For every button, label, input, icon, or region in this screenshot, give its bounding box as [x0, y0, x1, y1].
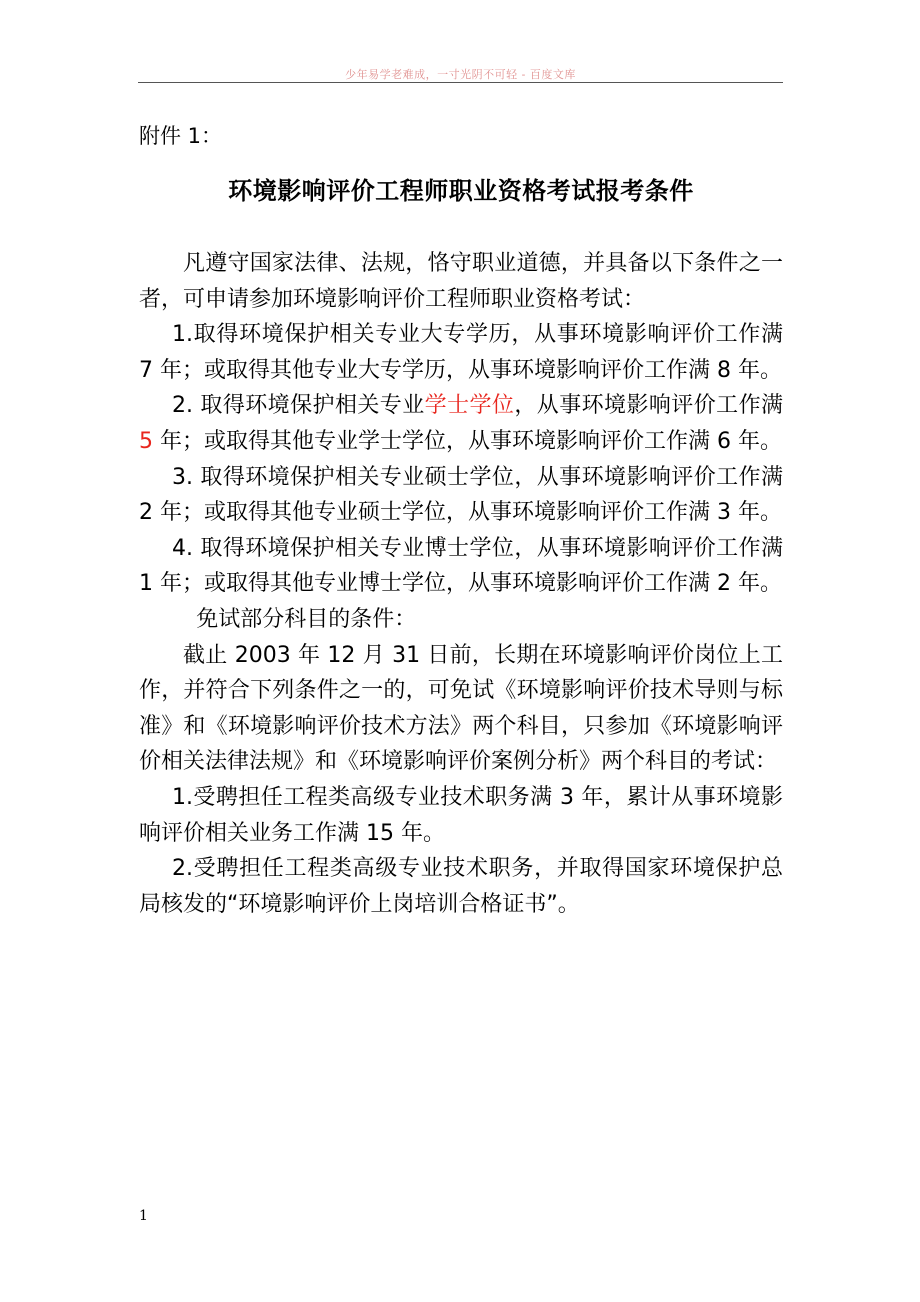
- condition-2-part3: 年；或取得其他专业学士学位，从事环境影响评价工作满 6 年。: [153, 428, 782, 454]
- exempt-intro: 截止 2003 年 12 月 31 日前，长期在环境影响评价岗位上工作，并符合下列条件之一的，可免试《环境影响评价技术导则与标准》和《环境影响评价技术方法》两个科目，只参加《环境影响评价相关法律法规》和《环境影响评价案例分析》两个科目的考试：: [139, 642, 783, 775]
- intro-paragraph: 凡遵守国家法律、法规，恪守职业道德，并具备以下条件之一者，可申请参加环境影响评价工程师职业资格考试：: [139, 251, 783, 312]
- condition-2-highlight-degree: 学士学位: [424, 393, 515, 419]
- condition-3: 3. 取得环境保护相关专业硕士学位，从事环境影响评价工作满 2 年；或取得其他专业硕士学位，从事环境影响评价工作满 3 年。: [139, 464, 783, 526]
- page-number: 1: [139, 1208, 148, 1224]
- condition-2-part2: ，从事环境影响评价工作满: [514, 393, 783, 419]
- condition-2: [139, 388, 783, 459]
- condition-1: 1.取得环境保护相关专业大专学历，从事环境影响评价工作满 7 年；或取得其他专业大专学历，从事环境影响评价工作满 8 年。: [139, 322, 783, 383]
- condition-2-part1: 2. 取得环境保护相关专业: [172, 393, 425, 419]
- document-body: [139, 118, 783, 922]
- condition-4: 4. 取得环境保护相关专业博士学位，从事环境影响评价工作满 1 年；或取得其他专业博士学位，从事环境影响评价工作满 2 年。: [139, 535, 783, 597]
- document-title: 环境影响评价工程师职业资格考试报考条件: [228, 177, 694, 205]
- exempt-heading: 免试部分科目的条件：: [196, 606, 417, 632]
- exempt-condition-1: 1.受聘担任工程类高级专业技术职务满 3 年，累计从事环境影响评价相关业务工作满 15 年。: [139, 784, 783, 846]
- condition-2-highlight-years: 5: [139, 428, 153, 454]
- page-header-text: 少年易学老难成，一寸光阴不可轻 - 百度文库: [345, 68, 576, 81]
- attachment-label: 附件 1：: [139, 124, 223, 148]
- exempt-condition-2: 2.受聘担任工程类高级专业技术职务，并取得国家环境保护总局核发的“环境影响评价上岗培训合格证书”。: [139, 856, 783, 917]
- header-rule: [138, 82, 783, 83]
